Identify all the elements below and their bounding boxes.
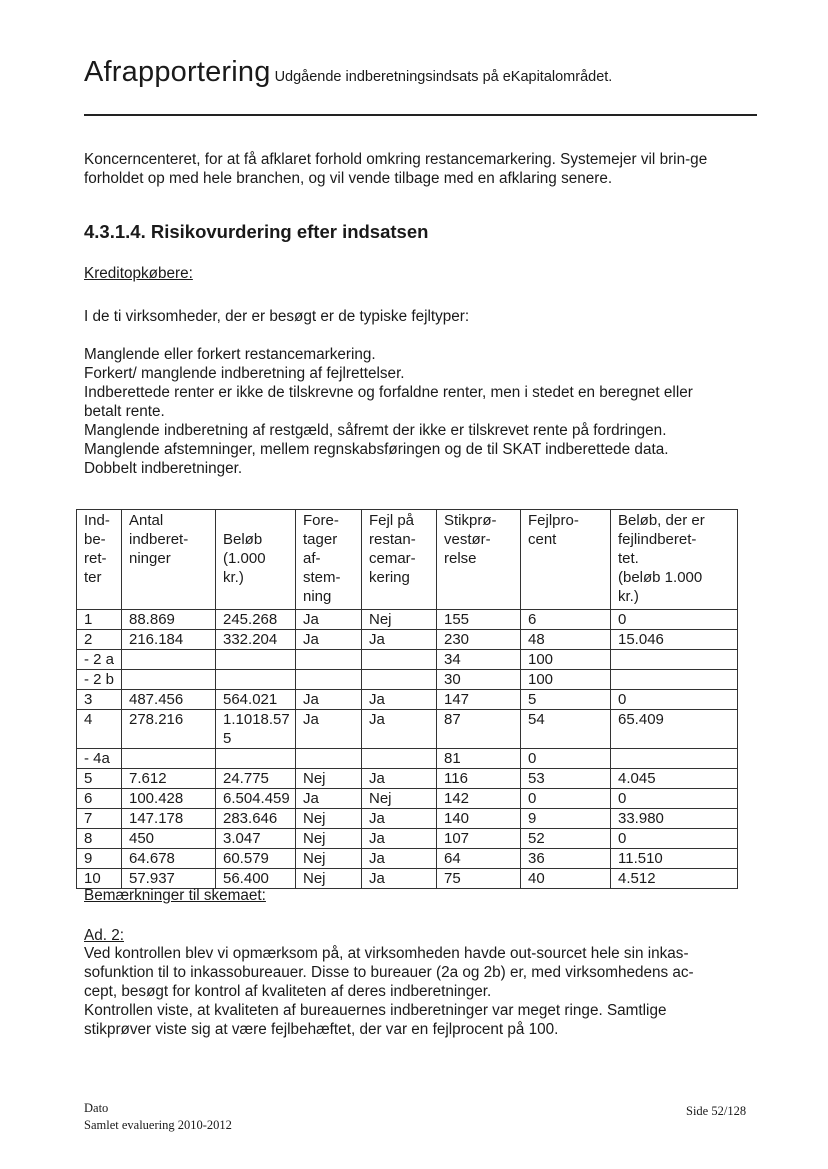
results-table: [76, 509, 738, 889]
table-cell: 100.428: [122, 789, 216, 809]
table-cell: 24.775: [216, 769, 296, 789]
table-cell: 4.512: [611, 869, 738, 889]
table-cell: Nej: [296, 769, 362, 789]
table-header-cell: Beløb, der er fejlindberet- tet. (beløb 1.000 kr.): [611, 510, 738, 610]
table-row: [77, 789, 738, 809]
table-cell: 75: [437, 869, 521, 889]
page-subtitle: Udgående indberetningsindsats på eKapitalområdet.: [274, 69, 613, 85]
table-cell: 564.021: [216, 690, 296, 710]
table-cell: 147.178: [122, 809, 216, 829]
header-divider: [84, 114, 757, 116]
ad2-title: Ad. 2:: [84, 927, 124, 944]
table-cell: Ja: [362, 630, 437, 650]
table-cell: 278.216: [122, 710, 216, 749]
table-row: [77, 769, 738, 789]
table-cell: Nej: [296, 869, 362, 889]
table-cell: Nej: [296, 809, 362, 829]
table-cell: 155: [437, 610, 521, 630]
table-cell: Nej: [296, 829, 362, 849]
table-cell: [216, 749, 296, 769]
table-cell: 6: [77, 789, 122, 809]
table-cell: 40: [521, 869, 611, 889]
table-cell: [362, 650, 437, 670]
ad2-paragraph: [84, 944, 764, 1039]
table-cell: Nej: [296, 849, 362, 869]
table-cell: 52: [521, 829, 611, 849]
table-cell: 56.400: [216, 869, 296, 889]
error-line: Manglende eller forkert restancemarkering.: [84, 346, 376, 363]
table-cell: 283.646: [216, 809, 296, 829]
table-cell: [611, 749, 738, 769]
table-cell: 48: [521, 630, 611, 650]
table-cell: 140: [437, 809, 521, 829]
table-row: [77, 650, 738, 670]
table-cell: 53: [521, 769, 611, 789]
table-cell: 88.869: [122, 610, 216, 630]
footer-date: Dato: [84, 1101, 109, 1115]
page-number: Side 52/128: [686, 1104, 747, 1118]
table-cell: 2: [77, 630, 122, 650]
table-cell: 34: [437, 650, 521, 670]
table-cell: 230: [437, 630, 521, 650]
table-cell: 64.678: [122, 849, 216, 869]
table-cell: 65.409: [611, 710, 738, 749]
table-cell: Ja: [296, 789, 362, 809]
error-line: betalt rente.: [84, 403, 165, 420]
table-header-cell: Ind- be- ret- ter: [77, 510, 122, 610]
table-cell: 0: [611, 610, 738, 630]
table-cell: 3: [77, 690, 122, 710]
table-cell: 15.046: [611, 630, 738, 650]
table-cell: 36: [521, 849, 611, 869]
table-cell: [216, 670, 296, 690]
intro-paragraph: Koncerncenteret, for at få afklaret forhold omkring restancemarkering. Systemejer vil brin-ge forholdet op med hele branchen, og vil vende tilbage med en afklaring senere.: [84, 151, 708, 187]
table-cell: 9: [521, 809, 611, 829]
table-cell: 450: [122, 829, 216, 849]
lead-paragraph: I de ti virksomheder, der er besøgt er de typiske fejltyper:: [84, 308, 470, 325]
notes-title: Bemærkninger til skemaet:: [84, 887, 266, 904]
table-cell: 1.1018.57 5: [216, 710, 296, 749]
table-cell: [362, 749, 437, 769]
error-line: Forkert/ manglende indberetning af fejlrettelser.: [84, 365, 405, 382]
table-row: [77, 690, 738, 710]
table-cell: - 4a: [77, 749, 122, 769]
table-cell: Ja: [362, 849, 437, 869]
table-cell: Ja: [296, 610, 362, 630]
table-cell: 5: [521, 690, 611, 710]
table-cell: 0: [611, 829, 738, 849]
table-cell: [122, 749, 216, 769]
ad2-line: cept, besøgt for kontrol af kvaliteten af deres indberetninger.: [84, 983, 492, 1000]
table-cell: [611, 650, 738, 670]
table-cell: 5: [77, 769, 122, 789]
table-cell: Ja: [362, 769, 437, 789]
ad2-line: Kontrollen viste, at kvaliteten af bureauernes indberetninger var meget ringe. Samtlige: [84, 1002, 667, 1019]
page-title: Afrapportering: [84, 56, 271, 88]
table-cell: 54: [521, 710, 611, 749]
table-cell: [122, 670, 216, 690]
table-cell: 0: [521, 789, 611, 809]
table-cell: 7: [77, 809, 122, 829]
table-cell: [296, 749, 362, 769]
table-cell: 0: [521, 749, 611, 769]
table-cell: 4: [77, 710, 122, 749]
ad2-line: sofunktion til to inkassobureauer. Disse to bureauer (2a og 2b) er, med virksomhedens ac-: [84, 964, 694, 981]
table-cell: 245.268: [216, 610, 296, 630]
table-cell: Ja: [296, 710, 362, 749]
error-line: Indberettede renter er ikke de tilskrevne og forfaldne renter, men i stedet en beregnet eller: [84, 384, 693, 401]
table-cell: Ja: [362, 690, 437, 710]
table-cell: 64: [437, 849, 521, 869]
table-cell: Ja: [296, 690, 362, 710]
error-type-list: [84, 345, 760, 478]
table-cell: 8: [77, 829, 122, 849]
table-cell: 9: [77, 849, 122, 869]
table-cell: 3.047: [216, 829, 296, 849]
table-row: [77, 749, 738, 769]
table-header-cell: Stikprø- vestør- relse: [437, 510, 521, 610]
table-cell: 116: [437, 769, 521, 789]
table-cell: 332.204: [216, 630, 296, 650]
table-cell: 1: [77, 610, 122, 630]
table-row: [77, 809, 738, 829]
table-header-cell: Beløb (1.000 kr.): [216, 510, 296, 610]
table-cell: [296, 650, 362, 670]
error-line: Manglende indberetning af restgæld, såfremt der ikke er tilskrevet rente på fordringen.: [84, 422, 667, 439]
table-cell: [362, 670, 437, 690]
table-cell: 147: [437, 690, 521, 710]
table-cell: - 2 b: [77, 670, 122, 690]
table-row: [77, 829, 738, 849]
table-cell: [611, 670, 738, 690]
table-cell: Nej: [362, 610, 437, 630]
table-cell: 81: [437, 749, 521, 769]
table-cell: Nej: [362, 789, 437, 809]
table-cell: Ja: [296, 630, 362, 650]
table-header-cell: Fejl på restan- cemar- kering: [362, 510, 437, 610]
table-cell: 6: [521, 610, 611, 630]
table-row: [77, 630, 738, 650]
table-cell: [216, 650, 296, 670]
table-cell: 107: [437, 829, 521, 849]
page-header: [84, 56, 756, 89]
table-cell: 100: [521, 650, 611, 670]
table-cell: 57.937: [122, 869, 216, 889]
table-header-cell: Antal indberet- ninger: [122, 510, 216, 610]
table-cell: 10: [77, 869, 122, 889]
table-cell: 142: [437, 789, 521, 809]
table-cell: 0: [611, 789, 738, 809]
table-cell: Ja: [362, 869, 437, 889]
table-cell: 4.045: [611, 769, 738, 789]
error-line: Manglende afstemninger, mellem regnskabsføringen og de til SKAT indberettede data.: [84, 441, 669, 458]
table-cell: [296, 670, 362, 690]
table-row: [77, 710, 738, 749]
table-cell: 6.504.459: [216, 789, 296, 809]
error-line: Dobbelt indberetninger.: [84, 460, 243, 477]
footer-evaluation: Samlet evaluering 2010-2012: [84, 1118, 232, 1132]
table-cell: Ja: [362, 710, 437, 749]
table-header-cell: Fejlpro- cent: [521, 510, 611, 610]
section-heading: 4.3.1.4. Risikovurdering efter indsatsen: [84, 221, 429, 242]
ad2-line: stikprøver viste sig at være fejlbehæftet, der var en fejlprocent på 100.: [84, 1021, 559, 1038]
table-cell: [122, 650, 216, 670]
table-row: [77, 849, 738, 869]
table-cell: 87: [437, 710, 521, 749]
table-row: [77, 670, 738, 690]
table-cell: 7.612: [122, 769, 216, 789]
table-cell: 100: [521, 670, 611, 690]
kreditopkobere-label: Kreditopkøbere:: [84, 265, 193, 282]
table-cell: 11.510: [611, 849, 738, 869]
table-cell: 30: [437, 670, 521, 690]
table-cell: Ja: [362, 829, 437, 849]
table-cell: Ja: [362, 809, 437, 829]
table-row: [77, 610, 738, 630]
table-cell: 487.456: [122, 690, 216, 710]
table-header-cell: Fore- tager af- stem- ning: [296, 510, 362, 610]
table-cell: 216.184: [122, 630, 216, 650]
table-cell: 60.579: [216, 849, 296, 869]
table-header-row: [77, 510, 738, 610]
ad2-line: Ved kontrollen blev vi opmærksom på, at virksomheden havde out-sourcet hele sin inkas-: [84, 945, 689, 962]
table-cell: 33.980: [611, 809, 738, 829]
table-cell: 0: [611, 690, 738, 710]
table-cell: - 2 a: [77, 650, 122, 670]
